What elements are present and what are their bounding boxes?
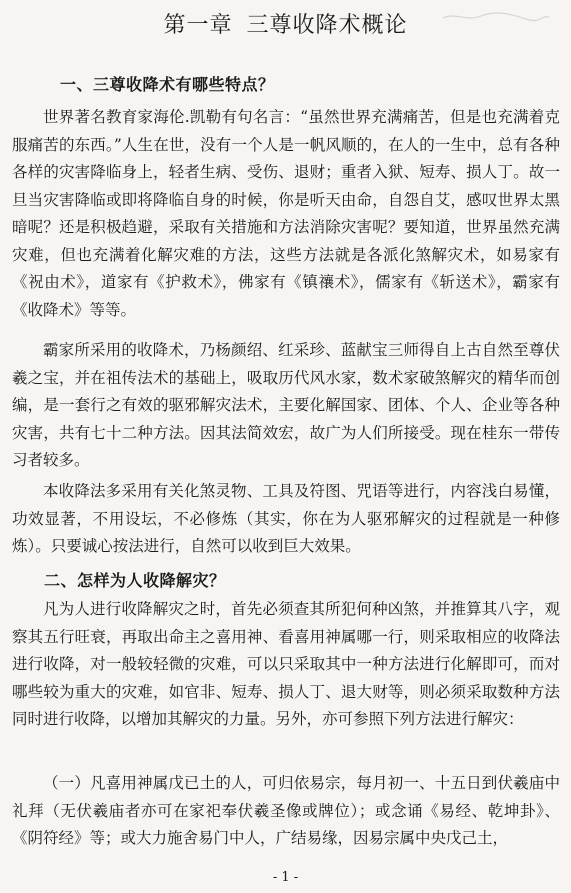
section-heading-2: 二、怎样为人收降解灾？ (44, 571, 226, 590)
paragraph-1-3: 本收降法多采用有关化煞灵物、工具及符图、咒语等进行，内容浅白易懂，功效显著，不用设坛，不必修炼（其实，你在为人驱邪解灾的过程就是一种修炼）。只要诚心按法进行，自然可以收到巨大效果。 (12, 482, 560, 555)
paragraph-2-1: 凡为人进行收降解灾之时，首先必须查其所犯何种凶煞，并推算其八字，观察其五行旺衰，再取出命主之喜用神、看喜用神属哪一行，则采取相应的收降法进行收降，对一般较轻微的灾难，可以只采取其中一种方法进行化解即可，而对哪些较为重大的灾难，如官非、短寿、损人丁、退大财等，则必须采取数种方法同时进行收降，以增加其解灾的力量。另外，亦可参照下列方法进行解灾： (12, 600, 560, 728)
page-number: - 1 - (272, 870, 299, 885)
paragraph-1-2: 霸家所采用的收降术，乃杨颜绍、红采珍、蓝献宝三师得自上古自然至尊伏羲之宝，并在祖传法术的基础上，吸取历代风水家，数术家破煞解灾的精华而创编，是一套行之有效的驱邪解灾法术，主要化解国家、团体、个人、企业等各种灾害，共有七十二种方法。因其法简效宏，故广为人们所接受。现在桂东一带传习者较多。 (12, 341, 560, 469)
chapter-title (0, 8, 571, 39)
paragraph-2-2: （一）凡喜用神属戊已土的人，可归依易宗，每月初一、十五日到伏羲庙中礼拜（无伏羲庙者亦可在家祀奉伏羲圣像或牌位）；或念诵《易经、乾坤卦》、《阴符经》等；或大力施舍易门中人，广结易缘，因易宗属中央戊己土， (12, 774, 560, 847)
chapter-title-text: 三尊收降术概论 (246, 13, 408, 38)
paragraph-1-1: 世界著名教育家海伦.凯勒有句名言：“虽然世界充满痛苦，但是也充满着克服痛苦的东西。”人生在世，没有一个人是一帆风顺的，在人的一生中，总有各种各样的灾害降临身上，轻者生病、受伤、退财；重者入狱、短寿、损人丁。故一旦当灾害降临或即将降临自身的时候，你是听天由命，自怨自艾，感叹世界太黑暗呢？还是积极趋避，采取有关措施和方法消除灾害呢？要知道，世界虽然充满灾难，但也充满着化解灾难的方法，这些方法就是各派化煞解灾术，如易家有《祝由术》，道家有《护救术》，佛家有《镇禳术》，儒家有《斩送术》，霸家有《收降术》等等。 (12, 108, 560, 319)
chapter-number: 第一章 (163, 13, 233, 38)
section-heading-1: 一、三尊收降术有哪些特点？ (60, 75, 275, 94)
